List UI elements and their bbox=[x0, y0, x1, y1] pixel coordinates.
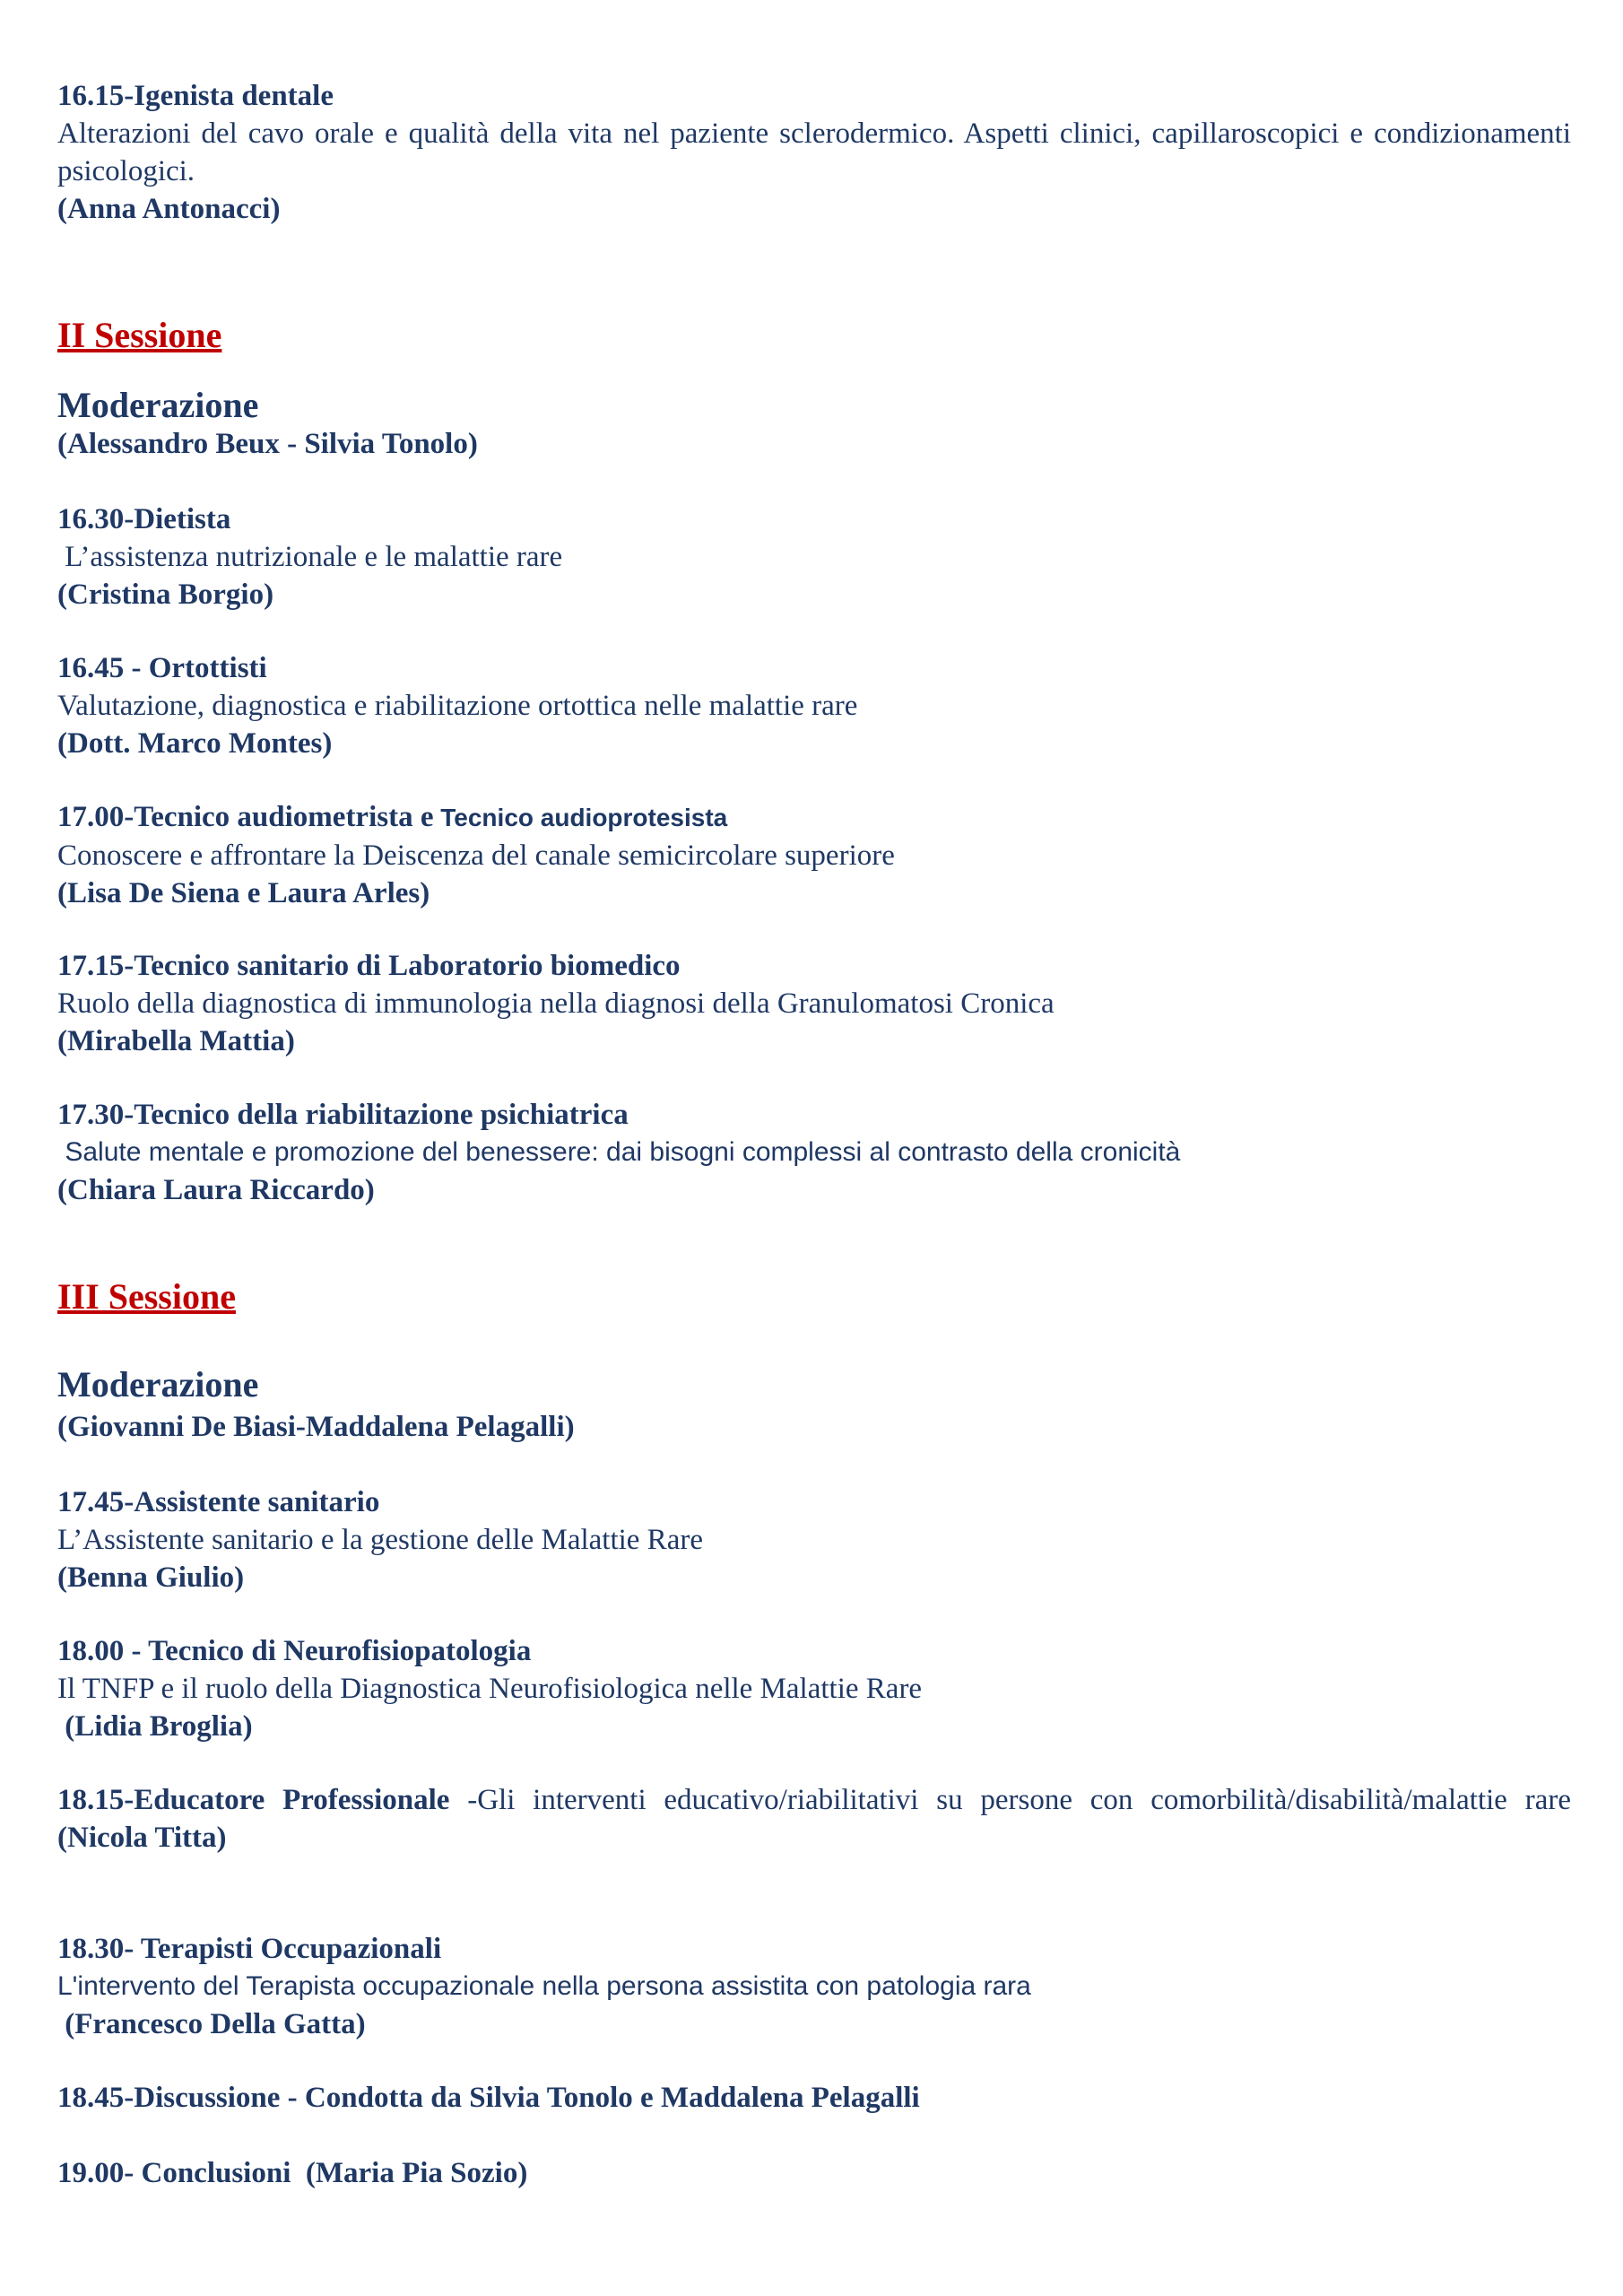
item-heading: 18.15-Educatore Professionale bbox=[57, 1784, 450, 1816]
item-description: Il TNFP e il ruolo della Diagnostica Neurofisiologica nelle Malattie Rare bbox=[57, 1673, 923, 1705]
item-heading: 17.00-Tecnico audiometrista e bbox=[57, 801, 434, 833]
item-description: Valutazione, diagnostica e riabilitazione ortottica nelle malattie rare bbox=[57, 690, 858, 722]
session-2-moderation-label: Moderazione bbox=[57, 385, 259, 425]
item-discussione: 18.45-Discussione - Condotta da Silvia Tonolo e Maddalena Pelagalli bbox=[57, 2082, 920, 2114]
session-2-moderators: (Alessandro Beux - Silvia Tonolo) bbox=[57, 428, 478, 460]
session-2-title: II Sessione bbox=[57, 315, 222, 355]
item-speaker: (Dott. Marco Montes) bbox=[57, 727, 333, 760]
item-description: L’Assistente sanitario e la gestione delle Malattie Rare bbox=[57, 1524, 703, 1556]
item-heading-time: 17.45- bbox=[57, 1486, 135, 1518]
item-audiometrista bbox=[57, 798, 895, 912]
item-speaker: (Chiara Laura Riccardo) bbox=[57, 1174, 375, 1206]
item-speaker: (Nicola Titta) bbox=[57, 1822, 227, 1854]
session-3-moderators: (Giovanni De Biasi-Maddalena Pelagalli) bbox=[57, 1411, 575, 1443]
item-heading: 16.30-Dietista bbox=[57, 503, 231, 535]
item-heading: 18.00 - Tecnico di Neurofisiopatologia bbox=[57, 1635, 532, 1667]
item-conclusioni: 19.00- Conclusioni (Maria Pia Sozio) bbox=[57, 2157, 528, 2189]
item-speaker: (Francesco Della Gatta) bbox=[57, 2008, 366, 2040]
item-speaker: (Lidia Broglia) bbox=[57, 1710, 253, 1743]
item-heading: 17.15-Tecnico sanitario di Laboratorio biomedico bbox=[57, 950, 681, 982]
item-neurofisio bbox=[57, 1632, 922, 1745]
item-speaker: (Lisa De Siena e Laura Arles) bbox=[57, 877, 430, 909]
item-description: Salute mentale e promozione del benessere: dai bisogni complessi al contrasto della cronicità bbox=[57, 1137, 1181, 1167]
item-igienista bbox=[57, 77, 1571, 228]
item-description: Alterazioni del cavo orale e qualità della vita nel paziente sclerodermico. Aspetti clinici, capillaroscopici e condizionamenti psicologici. bbox=[57, 117, 1571, 187]
item-heading: 16.45 - Ortottisti bbox=[57, 652, 267, 684]
item-assistente bbox=[57, 1483, 703, 1596]
item-dietista bbox=[57, 500, 562, 613]
item-heading: 17.30-Tecnico della riabilitazione psichiatrica bbox=[57, 1099, 629, 1131]
item-laboratorio bbox=[57, 947, 1055, 1060]
item-heading-sans: Tecnico audioprotesista bbox=[433, 804, 728, 831]
item-ortottisti bbox=[57, 649, 857, 762]
item-description: Ruolo della diagnostica di immunologia nella diagnosi della Granulomatosi Cronica bbox=[57, 987, 1055, 1020]
item-educatore bbox=[57, 1781, 1571, 1857]
session-3-title: III Sessione bbox=[57, 1276, 236, 1317]
item-speaker: (Mirabella Mattia) bbox=[57, 1025, 295, 1057]
item-terapisti bbox=[57, 1930, 1031, 2043]
item-description: L'intervento del Terapista occupazionale nella persona assistita con patologia rara bbox=[57, 1971, 1031, 2001]
item-speaker: (Benna Giulio) bbox=[57, 1561, 245, 1594]
item-description: -Gli interventi educativo/riabilitativi su persone con comorbilità/disabilità/malattie rare bbox=[449, 1784, 1571, 1816]
session-3-moderation-label: Moderazione bbox=[57, 1364, 259, 1405]
item-speaker: (Cristina Borgio) bbox=[57, 578, 274, 611]
item-speaker: (Anna Antonacci) bbox=[57, 193, 281, 225]
item-description: L’assistenza nutrizionale e le malattie rare bbox=[57, 541, 563, 573]
item-heading: Assistente sanitario bbox=[134, 1486, 380, 1518]
item-heading: 16.15-Igenista dentale bbox=[57, 80, 334, 112]
item-heading: 18.30- Terapisti Occupazionali bbox=[57, 1933, 442, 1965]
item-psichiatrica bbox=[57, 1096, 1180, 1209]
item-description: Conoscere e affrontare la Deiscenza del canale semicircolare superiore bbox=[57, 839, 895, 872]
